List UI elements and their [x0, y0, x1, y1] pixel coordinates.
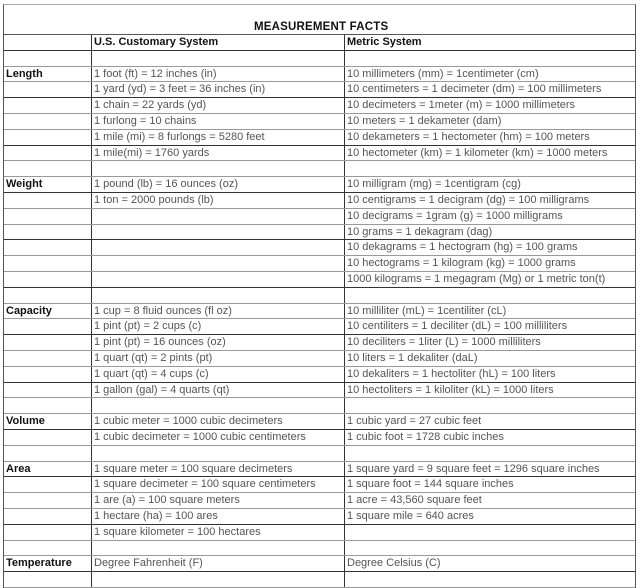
us-customary-cell: Degree Fahrenheit (F) [91, 556, 344, 571]
category-cell [4, 541, 91, 556]
category-cell [4, 383, 91, 398]
category-cell [4, 319, 91, 334]
table-row [4, 462, 635, 478]
table-row [4, 209, 635, 225]
metric-cell [344, 51, 635, 66]
category-cell: Area [6, 462, 31, 475]
us-customary-cell: 1 square meter = 100 square decimeters [91, 462, 344, 477]
category-cell [4, 82, 91, 97]
metric-cell: 10 milligram (mg) = 1centigram (cg) [344, 177, 635, 192]
us-customary-cell [91, 161, 344, 176]
metric-cell: 1000 kilograms = 1 megagram (Mg) or 1 metric ton(t) [344, 272, 635, 287]
metric-cell [344, 446, 635, 461]
category-cell [4, 335, 91, 350]
us-customary-cell: 1 foot (ft) = 12 inches (in) [91, 67, 344, 82]
metric-cell: 10 decimeters = 1meter (m) = 1000 millimeters [344, 98, 635, 113]
us-customary-cell: 1 mile (mi) = 8 furlongs = 5280 feet [91, 130, 344, 145]
header-us-customary: U.S. Customary System [91, 35, 344, 50]
category-cell [4, 509, 91, 524]
table-row [4, 414, 635, 430]
table-row [4, 67, 635, 83]
category-cell [4, 225, 91, 240]
category-cell [4, 288, 91, 303]
category-cell: Length [6, 67, 43, 80]
category-cell: Capacity [6, 304, 52, 317]
us-customary-cell: 1 quart (qt) = 4 cups (c) [91, 367, 344, 382]
category-cell [4, 114, 91, 129]
metric-cell [344, 525, 635, 540]
us-customary-cell: 1 cup = 8 fluid ounces (fl oz) [91, 304, 344, 319]
category-cell: Weight [6, 178, 43, 191]
us-customary-cell: 1 square decimeter = 100 square centimeters [91, 477, 344, 492]
metric-cell: 10 meters = 1 dekameter (dam) [344, 114, 635, 129]
metric-cell [344, 398, 635, 413]
title-row [4, 5, 635, 35]
header-category-cell [4, 35, 91, 50]
us-customary-cell: 1 pint (pt) = 16 ounces (oz) [91, 335, 344, 350]
category-cell [4, 161, 91, 176]
metric-cell: 1 cubic yard = 27 cubic feet [344, 414, 635, 429]
metric-cell: 10 grams = 1 dekagram (dag) [344, 225, 635, 240]
us-customary-cell: 1 pint (pt) = 2 cups (c) [91, 319, 344, 334]
us-customary-cell: 1 mile(mi) = 1760 yards [91, 146, 344, 161]
us-customary-cell: 1 furlong = 10 chains [91, 114, 344, 129]
table-row [4, 319, 635, 335]
metric-cell: 10 hectoliters = 1 kiloliter (kL) = 1000 liters [344, 383, 635, 398]
metric-cell: 10 deciliters = 1liter (L) = 1000 milliliters [344, 335, 635, 350]
category-cell: Temperature [6, 557, 72, 570]
table-row [4, 541, 635, 557]
metric-cell: 10 milliliter (mL) = 1centiliter (cL) [344, 304, 635, 319]
category-cell [4, 51, 91, 66]
metric-cell [344, 288, 635, 303]
metric-cell: 1 cubic foot = 1728 cubic inches [344, 430, 635, 445]
table-row [4, 82, 635, 98]
category-cell [4, 430, 91, 445]
header-row [4, 35, 635, 51]
category-cell [4, 446, 91, 461]
category-cell [4, 98, 91, 113]
table-row [4, 446, 635, 462]
table-row [4, 572, 635, 588]
us-customary-cell [91, 288, 344, 303]
metric-cell: 10 centigrams = 1 decigram (dg) = 100 milligrams [344, 193, 635, 208]
us-customary-cell: 1 hectare (ha) = 100 ares [91, 509, 344, 524]
table-row [4, 304, 635, 320]
category-cell [4, 367, 91, 382]
us-customary-cell [91, 209, 344, 224]
table-title: MEASUREMENT FACTS [254, 21, 389, 33]
table-row [4, 161, 635, 177]
metric-cell: 10 dekagrams = 1 hectogram (hg) = 100 grams [344, 240, 635, 255]
metric-cell: 1 acre = 43,560 square feet [344, 493, 635, 508]
table-row [4, 130, 635, 146]
table-row [4, 430, 635, 446]
category-cell [4, 398, 91, 413]
table-row [4, 51, 635, 67]
header-metric: Metric System [344, 35, 635, 50]
metric-cell [344, 541, 635, 556]
metric-cell [344, 161, 635, 176]
us-customary-cell: 1 cubic meter = 1000 cubic decimeters [91, 414, 344, 429]
category-cell [4, 572, 91, 587]
category-cell [4, 477, 91, 492]
category-cell [4, 493, 91, 508]
table-row [4, 556, 635, 572]
category-cell [4, 240, 91, 255]
category-cell: Volume [6, 415, 45, 428]
table-row [4, 525, 635, 541]
table-row [4, 98, 635, 114]
metric-cell: 10 centimeters = 1 decimeter (dm) = 100 millimeters [344, 82, 635, 97]
metric-cell: 10 centiliters = 1 deciliter (dL) = 100 milliliters [344, 319, 635, 334]
table-row [4, 177, 635, 193]
metric-cell: Degree Celsius (C) [344, 556, 635, 571]
category-cell [4, 146, 91, 161]
us-customary-cell: 1 yard (yd) = 3 feet = 36 inches (in) [91, 82, 344, 97]
us-customary-cell: 1 pound (lb) = 16 ounces (oz) [91, 177, 344, 192]
us-customary-cell [91, 225, 344, 240]
table-row [4, 114, 635, 130]
table-row [4, 509, 635, 525]
us-customary-cell [91, 272, 344, 287]
table-row [4, 383, 635, 399]
table-row [4, 225, 635, 241]
us-customary-cell [91, 398, 344, 413]
us-customary-cell: 1 quart (qt) = 2 pints (pt) [91, 351, 344, 366]
table-row [4, 146, 635, 162]
measurement-facts-table [3, 4, 636, 588]
us-customary-cell [91, 572, 344, 587]
us-customary-cell: 1 ton = 2000 pounds (lb) [91, 193, 344, 208]
category-cell [4, 272, 91, 287]
metric-cell: 10 dekaliters = 1 hectoliter (hL) = 100 liters [344, 367, 635, 382]
metric-cell: 1 square mile = 640 acres [344, 509, 635, 524]
us-customary-cell: 1 cubic decimeter = 1000 cubic centimeters [91, 430, 344, 445]
metric-cell: 10 dekameters = 1 hectometer (hm) = 100 meters [344, 130, 635, 145]
metric-cell: 10 decigrams = 1gram (g) = 1000 milligrams [344, 209, 635, 224]
table-row [4, 240, 635, 256]
table-row [4, 398, 635, 414]
table-row [4, 367, 635, 383]
metric-cell: 10 hectometer (km) = 1 kilometer (km) = 1000 meters [344, 146, 635, 161]
category-cell [4, 256, 91, 271]
table-row [4, 256, 635, 272]
category-cell [4, 209, 91, 224]
table-row [4, 335, 635, 351]
us-customary-cell [91, 51, 344, 66]
table-row [4, 493, 635, 509]
us-customary-cell [91, 541, 344, 556]
table-row [4, 272, 635, 288]
metric-cell: 10 liters = 1 dekaliter (daL) [344, 351, 635, 366]
metric-cell [344, 572, 635, 587]
metric-cell: 10 hectograms = 1 kilogram (kg) = 1000 grams [344, 256, 635, 271]
us-customary-cell: 1 square kilometer = 100 hectares [91, 525, 344, 540]
table-row [4, 477, 635, 493]
table-row [4, 288, 635, 304]
metric-cell: 1 square yard = 9 square feet = 1296 square inches [344, 462, 635, 477]
table-row [4, 351, 635, 367]
category-cell [4, 525, 91, 540]
metric-cell: 1 square foot = 144 square inches [344, 477, 635, 492]
table-row [4, 193, 635, 209]
category-cell [4, 351, 91, 366]
us-customary-cell: 1 chain = 22 yards (yd) [91, 98, 344, 113]
category-cell [4, 193, 91, 208]
category-cell [4, 130, 91, 145]
us-customary-cell: 1 are (a) = 100 square meters [91, 493, 344, 508]
us-customary-cell [91, 240, 344, 255]
us-customary-cell: 1 gallon (gal) = 4 quarts (qt) [91, 383, 344, 398]
us-customary-cell [91, 256, 344, 271]
metric-cell: 10 millimeters (mm) = 1centimeter (cm) [344, 67, 635, 82]
us-customary-cell [91, 446, 344, 461]
